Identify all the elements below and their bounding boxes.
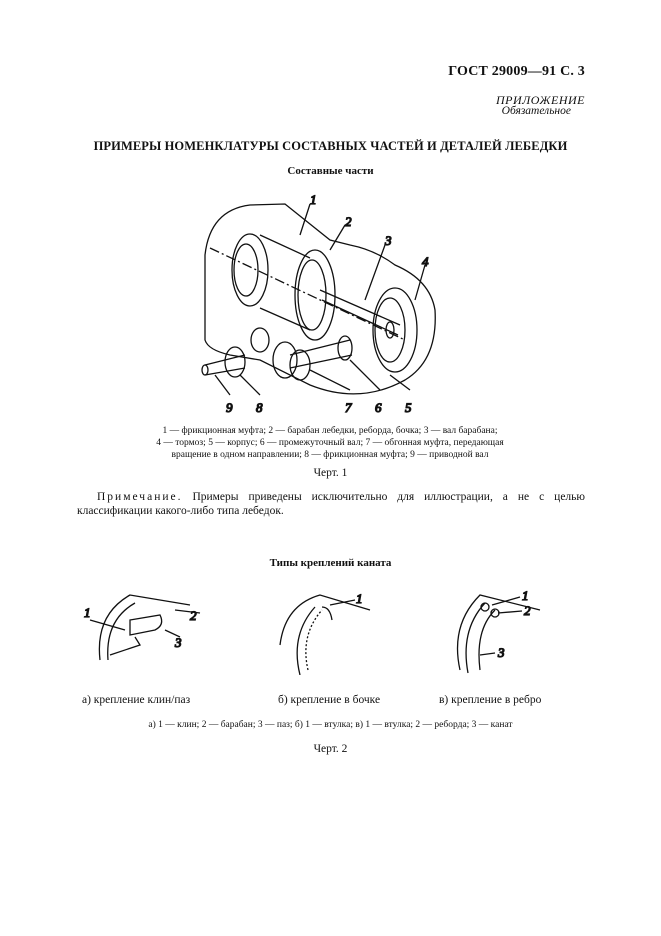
page-title: ПРИМЕРЫ НОМЕНКЛАТУРЫ СОСТАВНЫХ ЧАСТЕЙ И ДЕТАЛЕЙ ЛЕБЕДКИ [93, 139, 568, 153]
drum-flange [295, 250, 335, 340]
note-paragraph [77, 490, 585, 518]
callout-1: 1 [310, 192, 317, 207]
figure1-legend [100, 425, 560, 461]
appendix-type: Обязательное [501, 105, 571, 117]
brake [373, 288, 417, 372]
callout-5: 5 [405, 400, 412, 415]
legend-line: 1 — фрикционная муфта; 2 — барабан лебедки, реборда, бочка; 3 — вал барабана; [162, 426, 498, 436]
legend-line: 4 — тормоз; 5 — корпус; 6 — промежуточный вал; 7 — обгонная муфта, передающая [156, 438, 504, 448]
callout-b1: 1 [356, 591, 363, 606]
callout-8: 8 [256, 400, 263, 415]
callout-a2: 2 [190, 608, 197, 623]
callout-3: 3 [385, 233, 392, 248]
section2-heading: Типы креплений каната [269, 557, 392, 569]
appendix-label: ПРИЛОЖЕНИЕ [496, 93, 585, 107]
winch-components-drawing [190, 190, 450, 420]
callout-c1: 1 [522, 588, 529, 603]
callout-9: 9 [226, 400, 233, 415]
callout-6: 6 [375, 400, 382, 415]
flange-mount-drawing [440, 585, 550, 675]
callout-2: 2 [345, 214, 352, 229]
callout-4: 4 [422, 254, 429, 269]
callout-c3: 3 [498, 645, 505, 660]
callout-a3: 3 [175, 635, 182, 650]
drum-shaft [320, 290, 400, 335]
figure2-legend: а) 1 — клин; 2 — барабан; 3 — паз; б) 1 — втулка; в) 1 — втулка; 2 — реборда; 3 — канат [148, 720, 513, 730]
note-label: Примечание. [97, 491, 183, 503]
section1-heading: Составные части [287, 165, 374, 177]
figure2b-caption: б) крепление в бочке [278, 694, 381, 706]
wedge-slot-drawing [80, 585, 220, 670]
legend-line: вращение в одном направлении; 8 — фрикционная муфта; 9 — приводной вал [171, 450, 489, 460]
note-text: Примеры приведены исключительно для иллюстрации, а не с целью классификации какого-либо типа лебедок. [77, 491, 585, 517]
callout-a1: 1 [84, 605, 91, 620]
callout-7: 7 [345, 400, 352, 415]
figure1-caption: Черт. 1 [313, 467, 348, 479]
barrel-mount-drawing [270, 585, 380, 675]
standard-header: ГОСТ 29009—91 С. 3 [448, 64, 585, 79]
figure2c-caption: в) крепление в ребро [439, 694, 542, 706]
figure2-caption: Черт. 2 [313, 743, 348, 755]
callout-c2: 2 [524, 603, 531, 618]
figure2a-caption: а) крепление клин/паз [82, 694, 191, 706]
